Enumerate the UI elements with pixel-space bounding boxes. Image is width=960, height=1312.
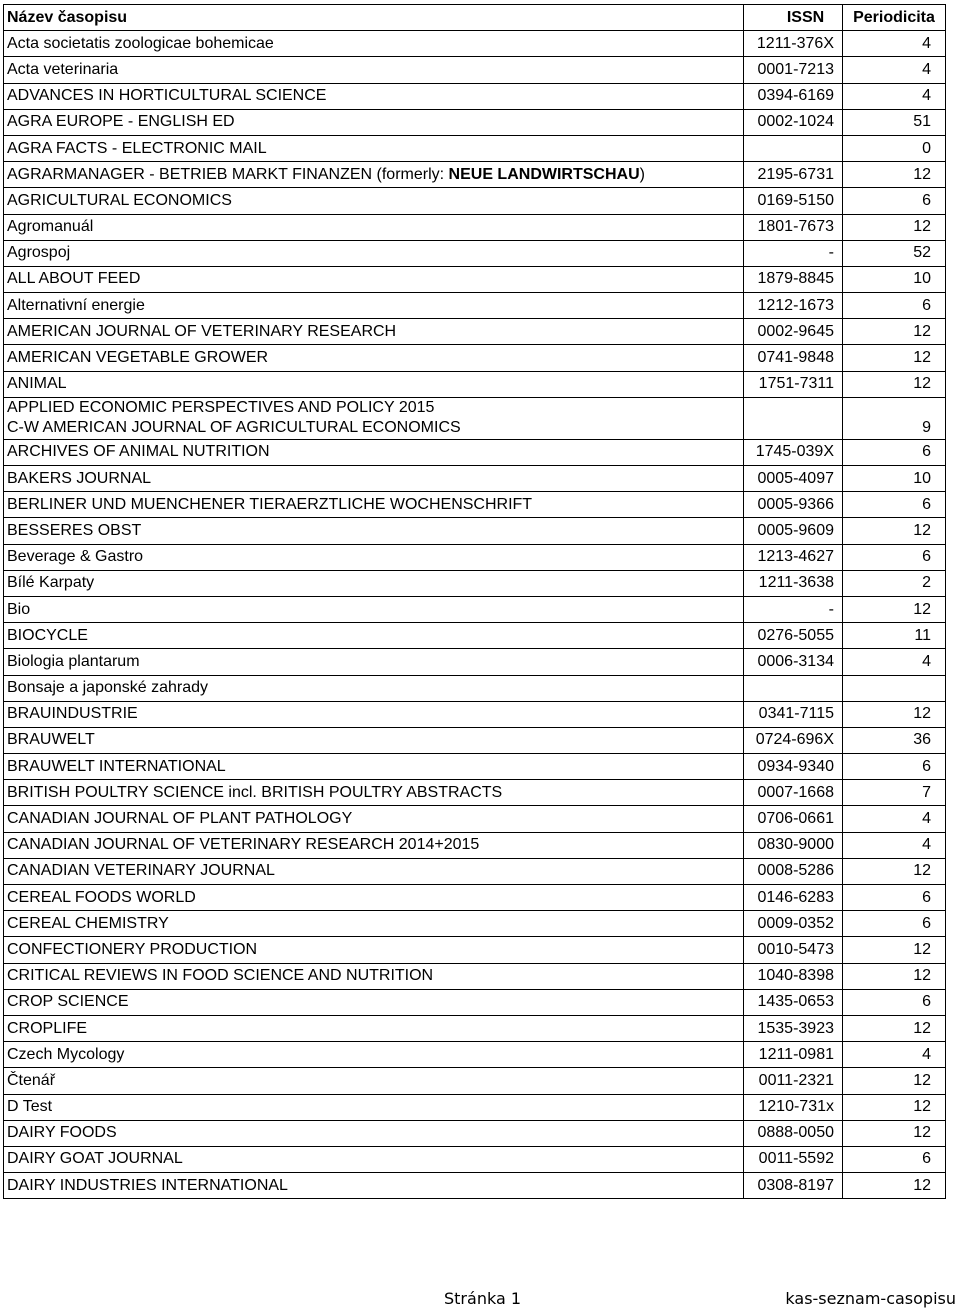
table-row xyxy=(4,1015,946,1041)
periodicity-cell: 12 xyxy=(843,1068,946,1094)
column-header-name: Název časopisu xyxy=(4,5,744,31)
periodicity-cell: 12 xyxy=(843,345,946,371)
issn-cell: 1879-8845 xyxy=(744,266,843,292)
table-row xyxy=(4,83,946,109)
table-body xyxy=(4,31,946,1199)
table-row xyxy=(4,649,946,675)
journal-name-cell: CANADIAN JOURNAL OF VETERINARY RESEARCH 2014+2015 xyxy=(4,832,744,858)
periodicity-cell: 12 xyxy=(843,937,946,963)
issn-cell: 0011-5592 xyxy=(744,1146,843,1172)
issn-cell: 0011-2321 xyxy=(744,1068,843,1094)
periodicity-cell: 12 xyxy=(843,371,946,397)
issn-cell: 0706-0661 xyxy=(744,806,843,832)
table-row xyxy=(4,240,946,266)
issn-cell: 2195-6731 xyxy=(744,162,843,188)
journal-name-text: AGRARMANAGER - BETRIEB MARKT FINANZEN (formerly: xyxy=(7,165,449,183)
table-row xyxy=(4,162,946,188)
journal-name-cell: CANADIAN JOURNAL OF PLANT PATHOLOGY xyxy=(4,806,744,832)
periodicity-cell: 12 xyxy=(843,1094,946,1120)
periodicity-cell: 4 xyxy=(843,832,946,858)
table-row xyxy=(4,135,946,161)
journal-name-cell: AGRA FACTS - ELECTRONIC MAIL xyxy=(4,135,744,161)
periodicity-cell: 11 xyxy=(843,623,946,649)
issn-cell: 1801-7673 xyxy=(744,214,843,240)
periodicity-cell: 4 xyxy=(843,57,946,83)
issn-cell: 0008-5286 xyxy=(744,858,843,884)
journal-name-cell: Bílé Karpaty xyxy=(4,570,744,596)
table-row xyxy=(4,806,946,832)
issn-cell: 1745-039X xyxy=(744,439,843,465)
issn-cell: 0002-1024 xyxy=(744,109,843,135)
table-row xyxy=(4,293,946,319)
header-row xyxy=(4,5,946,31)
journal-name-cell: AGRA EUROPE - ENGLISH ED xyxy=(4,109,744,135)
issn-cell: 1040-8398 xyxy=(744,963,843,989)
table-row xyxy=(4,1094,946,1120)
periodicity-cell: 12 xyxy=(843,963,946,989)
table-row xyxy=(4,963,946,989)
journal-name-cell: DAIRY INDUSTRIES INTERNATIONAL xyxy=(4,1173,744,1199)
journal-name-cell: Alternativní energie xyxy=(4,293,744,319)
periodicity-cell: 6 xyxy=(843,439,946,465)
journal-name-cell: Beverage & Gastro xyxy=(4,544,744,570)
journal-name-cell: CRITICAL REVIEWS IN FOOD SCIENCE AND NUTRITION xyxy=(4,963,744,989)
periodicity-cell: 6 xyxy=(843,544,946,570)
table-row xyxy=(4,544,946,570)
table-row xyxy=(4,439,946,465)
table-row xyxy=(4,1042,946,1068)
table-row xyxy=(4,319,946,345)
column-header-periodicity: Periodicita xyxy=(843,5,946,31)
journal-name-cell: AMERICAN VEGETABLE GROWER xyxy=(4,345,744,371)
periodicity-cell: 4 xyxy=(843,31,946,57)
issn-cell: 0005-9609 xyxy=(744,518,843,544)
table-row xyxy=(4,466,946,492)
journal-name-cell: ALL ABOUT FEED xyxy=(4,266,744,292)
issn-cell: 0276-5055 xyxy=(744,623,843,649)
journal-name-cell: CROP SCIENCE xyxy=(4,989,744,1015)
periodicity-cell: 6 xyxy=(843,293,946,319)
issn-cell: 0006-3134 xyxy=(744,649,843,675)
issn-cell xyxy=(744,397,843,439)
table-row xyxy=(4,188,946,214)
table-row xyxy=(4,1146,946,1172)
table-row xyxy=(4,492,946,518)
issn-cell: 0169-5150 xyxy=(744,188,843,214)
issn-cell: 0002-9645 xyxy=(744,319,843,345)
journal-name-cell: BRAUWELT INTERNATIONAL xyxy=(4,754,744,780)
periodicity-cell: 0 xyxy=(843,135,946,161)
issn-cell: 0888-0050 xyxy=(744,1120,843,1146)
issn-cell: 0007-1668 xyxy=(744,780,843,806)
journal-name-cell: BAKERS JOURNAL xyxy=(4,466,744,492)
table-row xyxy=(4,266,946,292)
table-row xyxy=(4,989,946,1015)
issn-cell: 0341-7115 xyxy=(744,701,843,727)
table-row xyxy=(4,885,946,911)
journal-name-cell: BERLINER UND MUENCHENER TIERAERZTLICHE WOCHENSCHRIFT xyxy=(4,492,744,518)
table-row xyxy=(4,214,946,240)
table-row xyxy=(4,518,946,544)
periodicity-cell: 12 xyxy=(843,214,946,240)
journal-name-cell: BESSERES OBST xyxy=(4,518,744,544)
periodicity-cell: 6 xyxy=(843,1146,946,1172)
periodicity-cell: 6 xyxy=(843,989,946,1015)
issn-cell: 1751-7311 xyxy=(744,371,843,397)
journal-name-cell: Bonsaje a japonské zahrady xyxy=(4,675,744,701)
issn-cell: 0001-7213 xyxy=(744,57,843,83)
journal-name-cell xyxy=(4,162,744,188)
table-row xyxy=(4,371,946,397)
periodicity-cell: 12 xyxy=(843,518,946,544)
issn-cell: 1212-1673 xyxy=(744,293,843,319)
periodicity-cell: 6 xyxy=(843,911,946,937)
table-row xyxy=(4,345,946,371)
journal-name-cell: CONFECTIONERY PRODUCTION xyxy=(4,937,744,963)
journal-name-cell: ADVANCES IN HORTICULTURAL SCIENCE xyxy=(4,83,744,109)
journal-name-bold-text: NEUE LANDWIRTSCHAU xyxy=(448,165,640,183)
issn-cell: 0009-0352 xyxy=(744,911,843,937)
table-row xyxy=(4,397,946,439)
table-row xyxy=(4,1173,946,1199)
table-row xyxy=(4,858,946,884)
periodicity-cell: 4 xyxy=(843,1042,946,1068)
issn-cell: 0308-8197 xyxy=(744,1173,843,1199)
periodicity-cell: 12 xyxy=(843,1015,946,1041)
journal-name-cell: Agromanuál xyxy=(4,214,744,240)
footer-page-number: Stránka 1 xyxy=(444,1289,522,1308)
table-row xyxy=(4,727,946,753)
issn-cell: 1535-3923 xyxy=(744,1015,843,1041)
issn-cell: 1211-3638 xyxy=(744,570,843,596)
journal-name-cell: DAIRY FOODS xyxy=(4,1120,744,1146)
issn-cell xyxy=(744,135,843,161)
journal-name-cell: Biologia plantarum xyxy=(4,649,744,675)
journal-name-cell: Acta societatis zoologicae bohemicae xyxy=(4,31,744,57)
issn-cell: 1210-731x xyxy=(744,1094,843,1120)
issn-cell: 0394-6169 xyxy=(744,83,843,109)
journal-name-cell: CROPLIFE xyxy=(4,1015,744,1041)
journal-name-cell: Bio xyxy=(4,596,744,622)
issn-cell: 0005-4097 xyxy=(744,466,843,492)
table-row xyxy=(4,937,946,963)
journals-table xyxy=(3,4,946,1199)
journal-name-cell: Czech Mycology xyxy=(4,1042,744,1068)
issn-cell: 1211-376X xyxy=(744,31,843,57)
journal-name-cell: AMERICAN JOURNAL OF VETERINARY RESEARCH xyxy=(4,319,744,345)
journal-name-cell: ARCHIVES OF ANIMAL NUTRITION xyxy=(4,439,744,465)
periodicity-cell: 52 xyxy=(843,240,946,266)
periodicity-cell: 12 xyxy=(843,1120,946,1146)
journal-name-cell: BRAUWELT xyxy=(4,727,744,753)
periodicity-cell: 4 xyxy=(843,649,946,675)
journal-name-cell: CEREAL CHEMISTRY xyxy=(4,911,744,937)
periodicity-cell: 10 xyxy=(843,266,946,292)
journal-name-cell: D Test xyxy=(4,1094,744,1120)
journal-name-cell: Acta veterinaria xyxy=(4,57,744,83)
periodicity-cell: 9 xyxy=(843,397,946,439)
periodicity-cell: 12 xyxy=(843,701,946,727)
table-row xyxy=(4,1120,946,1146)
journal-name-suffix: ) xyxy=(639,165,645,183)
issn-cell: - xyxy=(744,596,843,622)
journal-name-cell: Agrospoj xyxy=(4,240,744,266)
periodicity-cell: 4 xyxy=(843,806,946,832)
table-row xyxy=(4,701,946,727)
footer-file-name: kas-seznam-casopisu xyxy=(785,1289,956,1308)
periodicity-cell: 6 xyxy=(843,492,946,518)
journal-name-cell: CEREAL FOODS WORLD xyxy=(4,885,744,911)
periodicity-cell: 12 xyxy=(843,858,946,884)
issn-cell: 0005-9366 xyxy=(744,492,843,518)
issn-cell: 1211-0981 xyxy=(744,1042,843,1068)
periodicity-cell: 4 xyxy=(843,83,946,109)
periodicity-cell: 12 xyxy=(843,162,946,188)
issn-cell: 1435-0653 xyxy=(744,989,843,1015)
journal-name-cell: BIOCYCLE xyxy=(4,623,744,649)
issn-cell xyxy=(744,675,843,701)
issn-cell: 0830-9000 xyxy=(744,832,843,858)
table-row xyxy=(4,754,946,780)
periodicity-cell: 12 xyxy=(843,596,946,622)
periodicity-cell xyxy=(843,675,946,701)
journal-name-cell: DAIRY GOAT JOURNAL xyxy=(4,1146,744,1172)
table-row xyxy=(4,31,946,57)
journal-name-cell: BRITISH POULTRY SCIENCE incl. BRITISH POULTRY ABSTRACTS xyxy=(4,780,744,806)
periodicity-cell: 51 xyxy=(843,109,946,135)
table-row xyxy=(4,596,946,622)
table-row xyxy=(4,675,946,701)
periodicity-cell: 7 xyxy=(843,780,946,806)
periodicity-cell: 6 xyxy=(843,754,946,780)
periodicity-cell: 12 xyxy=(843,1173,946,1199)
issn-cell: 0724-696X xyxy=(744,727,843,753)
periodicity-cell: 36 xyxy=(843,727,946,753)
issn-cell: 0010-5473 xyxy=(744,937,843,963)
issn-cell: 1213-4627 xyxy=(744,544,843,570)
table-row xyxy=(4,570,946,596)
issn-cell: 0146-6283 xyxy=(744,885,843,911)
issn-cell: 0934-9340 xyxy=(744,754,843,780)
journal-name-cell: ANIMAL xyxy=(4,371,744,397)
issn-cell: 0741-9848 xyxy=(744,345,843,371)
table-row xyxy=(4,780,946,806)
journal-name-cell: BRAUINDUSTRIE xyxy=(4,701,744,727)
issn-cell: - xyxy=(744,240,843,266)
table-row xyxy=(4,832,946,858)
journal-name-cell: Čtenář xyxy=(4,1068,744,1094)
journal-name-cell: CANADIAN VETERINARY JOURNAL xyxy=(4,858,744,884)
periodicity-cell: 6 xyxy=(843,188,946,214)
journal-name-cell: APPLIED ECONOMIC PERSPECTIVES AND POLICY 2015 C-W AMERICAN JOURNAL OF AGRICULTURAL ECONOMICS xyxy=(4,397,744,439)
periodicity-cell: 12 xyxy=(843,319,946,345)
table-row xyxy=(4,911,946,937)
journal-name-cell: AGRICULTURAL ECONOMICS xyxy=(4,188,744,214)
column-header-issn: ISSN xyxy=(744,5,843,31)
table-row xyxy=(4,1068,946,1094)
periodicity-cell: 2 xyxy=(843,570,946,596)
periodicity-cell: 6 xyxy=(843,885,946,911)
table-row xyxy=(4,623,946,649)
table-row xyxy=(4,57,946,83)
table-row xyxy=(4,109,946,135)
periodicity-cell: 10 xyxy=(843,466,946,492)
